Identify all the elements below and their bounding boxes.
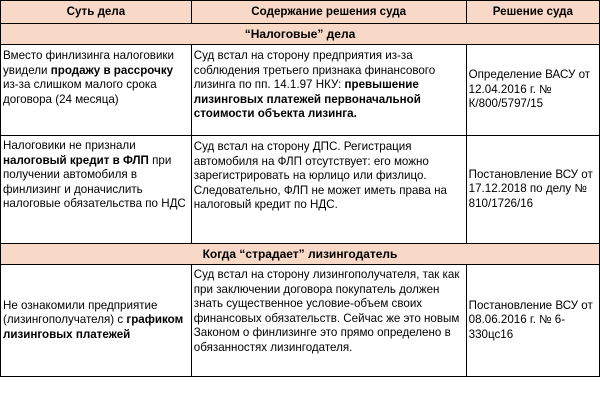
section-header-tax [1,24,600,45]
table-row [1,265,600,377]
bold-text: продажу в рассрочку [50,63,174,77]
decision-content-cell [191,45,466,136]
decision-content-cell [191,265,466,377]
table-row [1,45,600,136]
text-segment: Суд встал на сторону лизингополучателя, так как при заключении договора покупатель должен знать существенное условие-объем своих финансовых обязательств. Сейчас же это новым Законом о финлизинге это прямо определено в обязанностях лизингодателя. [193,268,460,354]
case-essence-cell [1,136,192,244]
header-case-essence: Суть дела [1,1,192,24]
bold-text: превышение лизинговых платежей первоначальной стоимости объекта лизинга. [193,78,421,121]
decision-content-cell [191,136,466,244]
text-segment: Налоговики не признали [3,139,136,152]
header-court-decision: Решение суда [466,1,599,24]
court-decision-cell: Определение ВАСУ от 12.04.2016 г. № К/800/5797/15 [466,45,599,136]
case-essence-cell [1,265,192,377]
case-essence-cell [1,45,192,136]
text-segment: Вместо финлизинга налоговики увидели [3,49,174,77]
court-decision-cell: Постановление ВСУ от 17.12.2018 по делу № 810/1726/16 [466,136,599,244]
court-decision-cell: Постановление ВСУ от 08.06.2016 г. № 6-330цс16 [466,265,599,377]
text-segment: Не ознакомили предприятие (лизингополучателя) с [3,298,158,327]
text-segment: при получении автомобиля в финлизинг и доначислить налоговые обязательства по НДС [3,153,186,211]
table-header-row [1,1,600,24]
bold-text: графиком лизинговых платежей [3,313,184,341]
text-segment: из-за слишком малого срока договора (24 месяца) [3,78,157,106]
text-segment: Суд встал на сторону предприятия из-за соблюдения третьего признака финансового лизинга по пп. 14.1.97 НКУ: [193,49,436,92]
section-header-lessor [1,244,600,265]
section-title-lessor: Когда “страдает” лизингодатель [1,244,600,265]
table-row [1,136,600,244]
section-title-tax: “Налоговые” дела [1,24,600,45]
text-segment: Суд встал на сторону ДПС. Регистрация автомобиля на ФЛП отсутствует: его можно зарегистрировать на юрлицо или физлицо. Следовательно, ФЛП не может иметь права на налоговый кредит по НДС. [193,140,447,212]
bold-text: налоговый кредит в ФЛП [3,153,149,167]
header-decision-content: Содержание решения суда [191,1,466,24]
